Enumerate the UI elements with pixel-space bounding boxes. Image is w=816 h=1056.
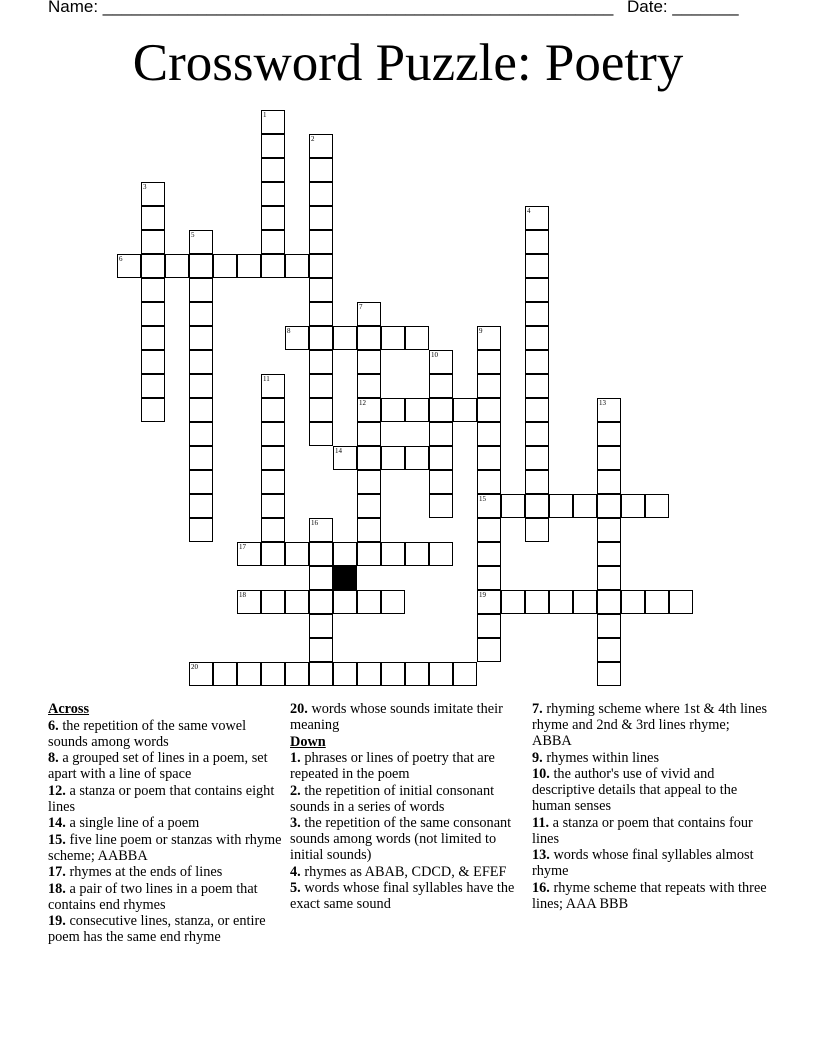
grid-cell[interactable] <box>237 590 261 614</box>
grid-cell[interactable] <box>597 470 621 494</box>
clue-number: 3 <box>143 183 147 191</box>
grid-cell[interactable] <box>477 374 501 398</box>
grid-cell[interactable] <box>429 374 453 398</box>
clue-across-12: 12. a stanza or poem that contains eight lines <box>48 782 275 815</box>
grid-cell[interactable] <box>381 398 405 422</box>
grid-cell[interactable] <box>525 206 549 230</box>
grid-cell[interactable] <box>309 278 333 302</box>
grid-cell[interactable] <box>477 638 501 662</box>
grid-cell[interactable] <box>141 206 165 230</box>
grid-cell[interactable] <box>261 230 285 254</box>
clue-number: 19 <box>479 591 486 599</box>
grid-cell[interactable] <box>621 590 645 614</box>
grid-cell[interactable] <box>261 374 285 398</box>
grid-cell[interactable] <box>429 446 453 470</box>
grid-cell[interactable] <box>645 590 669 614</box>
grid-cell[interactable] <box>525 254 549 278</box>
down-heading: Down <box>290 733 326 750</box>
clue-number: 15 <box>479 495 486 503</box>
grid-cell[interactable] <box>357 662 381 686</box>
grid-cell[interactable] <box>381 446 405 470</box>
grid-cell[interactable] <box>525 446 549 470</box>
grid-cell[interactable] <box>357 470 381 494</box>
clue-number: 8 <box>287 327 291 335</box>
grid-cell[interactable] <box>237 662 261 686</box>
grid-cell[interactable] <box>261 182 285 206</box>
clues-column-3 <box>532 701 770 912</box>
grid-cell[interactable] <box>477 350 501 374</box>
grid-cell[interactable] <box>597 422 621 446</box>
date-field-label[interactable]: Date: _______ <box>627 0 739 16</box>
clue-number: 18 <box>239 591 246 599</box>
clue-down-10: 10. the author's use of vivid and descriptive details that appeal to the human senses <box>532 766 738 814</box>
grid-cell[interactable] <box>189 422 213 446</box>
grid-cell[interactable] <box>429 542 453 566</box>
grid-cell[interactable] <box>285 326 309 350</box>
grid-cell[interactable] <box>213 254 237 278</box>
grid-cell[interactable] <box>189 326 213 350</box>
grid-cell[interactable] <box>189 230 213 254</box>
across-heading: Across <box>48 701 90 717</box>
clue-number: 4 <box>527 207 531 215</box>
grid-cell[interactable] <box>309 182 333 206</box>
clue-number: 2 <box>311 135 315 143</box>
grid-cell[interactable] <box>309 590 333 614</box>
clue-across-17: 17. rhymes at the ends of lines <box>48 864 223 880</box>
grid-cell[interactable] <box>597 518 621 542</box>
grid-cell[interactable] <box>261 206 285 230</box>
grid-cell[interactable] <box>213 662 237 686</box>
grid-cell[interactable] <box>597 590 621 614</box>
clue-down-16: 16. rhyme scheme that repeats with three lines; AAA BBB <box>532 879 767 912</box>
clue-number: 11 <box>263 375 270 383</box>
clue-across-18: 18. a pair of two lines in a poem that contains end rhymes <box>48 880 258 913</box>
clue-down-3: 3. the repetition of the same consonant sounds among words (not limited to initial sounds) <box>290 815 512 863</box>
grid-cell[interactable] <box>189 302 213 326</box>
clue-down-1: 1. phrases or lines of poetry that are repeated in the poem <box>290 750 495 782</box>
clue-down-9: 9. rhymes within lines <box>532 749 660 766</box>
grid-cell[interactable] <box>405 662 429 686</box>
clue-across-20: 20. words whose sounds imitate their meaning <box>290 701 503 733</box>
grid-cell[interactable] <box>189 494 213 518</box>
grid-cell[interactable] <box>141 254 165 278</box>
grid-cell[interactable] <box>477 422 501 446</box>
grid-cell[interactable] <box>237 542 261 566</box>
grid-cell[interactable] <box>261 254 285 278</box>
grid-cell[interactable] <box>525 302 549 326</box>
grid-cell[interactable] <box>309 518 333 542</box>
grid-cell[interactable] <box>237 254 261 278</box>
grid-cell[interactable] <box>357 374 381 398</box>
grid-cell[interactable] <box>309 254 333 278</box>
grid-cell[interactable] <box>309 422 333 446</box>
grid-cell[interactable] <box>525 278 549 302</box>
grid-cell[interactable] <box>597 614 621 638</box>
grid-cell[interactable] <box>285 254 309 278</box>
grid-cell[interactable] <box>429 662 453 686</box>
grid-cell[interactable] <box>453 398 477 422</box>
grid-cell[interactable] <box>597 638 621 662</box>
grid-cell[interactable] <box>357 518 381 542</box>
grid-cell[interactable] <box>333 590 357 614</box>
grid-cell[interactable] <box>525 470 549 494</box>
grid-cell[interactable] <box>189 278 213 302</box>
grid-cell[interactable] <box>477 494 501 518</box>
clue-number: 1 <box>263 111 267 119</box>
grid-cell[interactable] <box>261 590 285 614</box>
grid-cell[interactable] <box>357 446 381 470</box>
grid-cell[interactable] <box>309 206 333 230</box>
grid-cell[interactable] <box>165 254 189 278</box>
grid-cell[interactable] <box>429 422 453 446</box>
grid-cell[interactable] <box>597 398 621 422</box>
clue-number: 20 <box>191 663 198 671</box>
grid-cell[interactable] <box>525 494 549 518</box>
grid-cell[interactable] <box>189 446 213 470</box>
clue-down-7: 7. rhyming scheme where 1st & 4th lines rhyme and 2nd & 3rd lines rhyme; ABBA <box>532 701 768 749</box>
grid-cell[interactable] <box>357 494 381 518</box>
grid-cell[interactable] <box>669 590 693 614</box>
grid-cell[interactable] <box>261 494 285 518</box>
grid-cell[interactable] <box>573 494 597 518</box>
clue-across-15: 15. five line poem or stanzas with rhyme scheme; AABBA <box>48 831 282 864</box>
grid-cell[interactable] <box>525 326 549 350</box>
clue-down-5: 5. words whose final syllables have the exact same sound <box>290 880 515 912</box>
grid-cell[interactable] <box>357 302 381 326</box>
grid-cell[interactable] <box>549 494 573 518</box>
grid-cell[interactable] <box>285 590 309 614</box>
grid-cell[interactable] <box>261 518 285 542</box>
clue-number: 10 <box>431 351 438 359</box>
clue-down-4: 4. rhymes as ABAB, CDCD, & EFEF <box>290 863 507 880</box>
grid-cell[interactable] <box>501 494 525 518</box>
grid-cell[interactable] <box>525 350 549 374</box>
grid-cell[interactable] <box>357 326 381 350</box>
grid-cell[interactable] <box>309 542 333 566</box>
clue-number: 7 <box>359 303 363 311</box>
grid-cell[interactable] <box>309 302 333 326</box>
clues-column-2 <box>290 701 526 913</box>
grid-cell[interactable] <box>309 662 333 686</box>
grid-cell[interactable] <box>597 542 621 566</box>
grid-cell[interactable] <box>453 662 477 686</box>
grid-cell[interactable] <box>189 350 213 374</box>
grid-cell[interactable] <box>309 614 333 638</box>
grid-cell[interactable] <box>405 446 429 470</box>
clue-across-14: 14. a single line of a poem <box>48 815 200 831</box>
page-title: Crossword Puzzle: Poetry <box>132 34 684 92</box>
grid-cell[interactable] <box>189 254 213 278</box>
grid-cell[interactable] <box>645 494 669 518</box>
grid-cell[interactable] <box>141 350 165 374</box>
grid-cell[interactable] <box>381 662 405 686</box>
grid-cell[interactable] <box>525 422 549 446</box>
grid-cell[interactable] <box>381 326 405 350</box>
grid-cell[interactable] <box>333 542 357 566</box>
grid-cell[interactable] <box>477 518 501 542</box>
grid-cell[interactable] <box>309 158 333 182</box>
grid-cell[interactable] <box>501 590 525 614</box>
grid-cell[interactable] <box>405 326 429 350</box>
black-cell <box>333 566 357 590</box>
grid-cell[interactable] <box>309 398 333 422</box>
clue-down-13: 13. words whose final syllables almost rhyme <box>532 847 754 879</box>
grid-cell[interactable] <box>549 590 573 614</box>
grid-cell[interactable] <box>141 230 165 254</box>
grid-cell[interactable] <box>189 662 213 686</box>
clue-number: 9 <box>479 327 483 335</box>
grid-cell[interactable] <box>189 398 213 422</box>
grid-cell[interactable] <box>117 254 141 278</box>
grid-cell[interactable] <box>597 446 621 470</box>
grid-cell[interactable] <box>429 398 453 422</box>
grid-cell[interactable] <box>189 470 213 494</box>
grid-cell[interactable] <box>477 470 501 494</box>
grid-cell[interactable] <box>261 398 285 422</box>
grid-cell[interactable] <box>141 374 165 398</box>
grid-cell[interactable] <box>309 566 333 590</box>
clue-across-8: 8. a grouped set of lines in a poem, set apart with a line of space <box>48 750 268 782</box>
grid-cell[interactable] <box>405 398 429 422</box>
clue-number: 14 <box>335 447 342 455</box>
grid-cell[interactable] <box>381 590 405 614</box>
grid-cell[interactable] <box>525 230 549 254</box>
grid-cell[interactable] <box>309 374 333 398</box>
clue-down-2: 2. the repetition of initial consonant sounds in a series of words <box>290 782 495 815</box>
grid-cell[interactable] <box>141 182 165 206</box>
grid-cell[interactable] <box>477 614 501 638</box>
grid-cell[interactable] <box>333 446 357 470</box>
grid-cell[interactable] <box>597 662 621 686</box>
grid-cell[interactable] <box>525 590 549 614</box>
clue-number: 6 <box>119 255 123 263</box>
grid-cell[interactable] <box>525 374 549 398</box>
grid-cell[interactable] <box>309 134 333 158</box>
grid-cell[interactable] <box>357 350 381 374</box>
grid-cell[interactable] <box>357 590 381 614</box>
grid-cell[interactable] <box>477 590 501 614</box>
grid-cell[interactable] <box>285 662 309 686</box>
clue-number: 13 <box>599 399 606 407</box>
grid-cell[interactable] <box>261 542 285 566</box>
grid-cell[interactable] <box>573 590 597 614</box>
grid-cell[interactable] <box>477 542 501 566</box>
grid-cell[interactable] <box>189 374 213 398</box>
clue-across-19: 19. consecutive lines, stanza, or entire poem has the same end rhyme <box>48 913 266 945</box>
grid-cell[interactable] <box>381 542 405 566</box>
grid-cell[interactable] <box>309 326 333 350</box>
grid-cell[interactable] <box>309 638 333 662</box>
grid-cell[interactable] <box>597 494 621 518</box>
clue-number: 12 <box>359 399 366 407</box>
grid-cell[interactable] <box>261 110 285 134</box>
grid-cell[interactable] <box>261 662 285 686</box>
grid-cell[interactable] <box>261 470 285 494</box>
grid-cell[interactable] <box>189 518 213 542</box>
clue-number: 5 <box>191 231 195 239</box>
grid-cell[interactable] <box>357 398 381 422</box>
grid-cell[interactable] <box>141 398 165 422</box>
grid-cell[interactable] <box>429 350 453 374</box>
grid-cell[interactable] <box>477 326 501 350</box>
clues-column-1 <box>48 701 284 946</box>
grid-cell[interactable] <box>309 350 333 374</box>
clue-number: 16 <box>311 519 318 527</box>
grid-cell[interactable] <box>429 470 453 494</box>
clue-down-11: 11. a stanza or poem that contains four lines <box>532 814 753 847</box>
name-field-label[interactable]: Name: ______________________________________________________ <box>48 0 614 16</box>
clue-across-6: 6. the repetition of the same vowel sounds among words <box>48 717 247 750</box>
grid-cell[interactable] <box>597 566 621 590</box>
grid-cell[interactable] <box>261 446 285 470</box>
grid-cell[interactable] <box>261 158 285 182</box>
grid-cell[interactable] <box>621 494 645 518</box>
grid-cell[interactable] <box>525 518 549 542</box>
grid-cell[interactable] <box>477 398 501 422</box>
grid-cell[interactable] <box>405 542 429 566</box>
grid-cell[interactable] <box>357 422 381 446</box>
grid-cell[interactable] <box>141 326 165 350</box>
grid-cell[interactable] <box>429 494 453 518</box>
grid-cell[interactable] <box>261 134 285 158</box>
grid-cell[interactable] <box>285 542 309 566</box>
clue-number: 17 <box>239 543 246 551</box>
grid-cell[interactable] <box>141 278 165 302</box>
grid-cell[interactable] <box>333 662 357 686</box>
grid-cell[interactable] <box>357 542 381 566</box>
grid-cell[interactable] <box>141 302 165 326</box>
grid-cell[interactable] <box>477 446 501 470</box>
grid-cell[interactable] <box>309 230 333 254</box>
grid-cell[interactable] <box>333 326 357 350</box>
grid-cell[interactable] <box>477 566 501 590</box>
grid-cell[interactable] <box>525 398 549 422</box>
grid-cell[interactable] <box>261 422 285 446</box>
